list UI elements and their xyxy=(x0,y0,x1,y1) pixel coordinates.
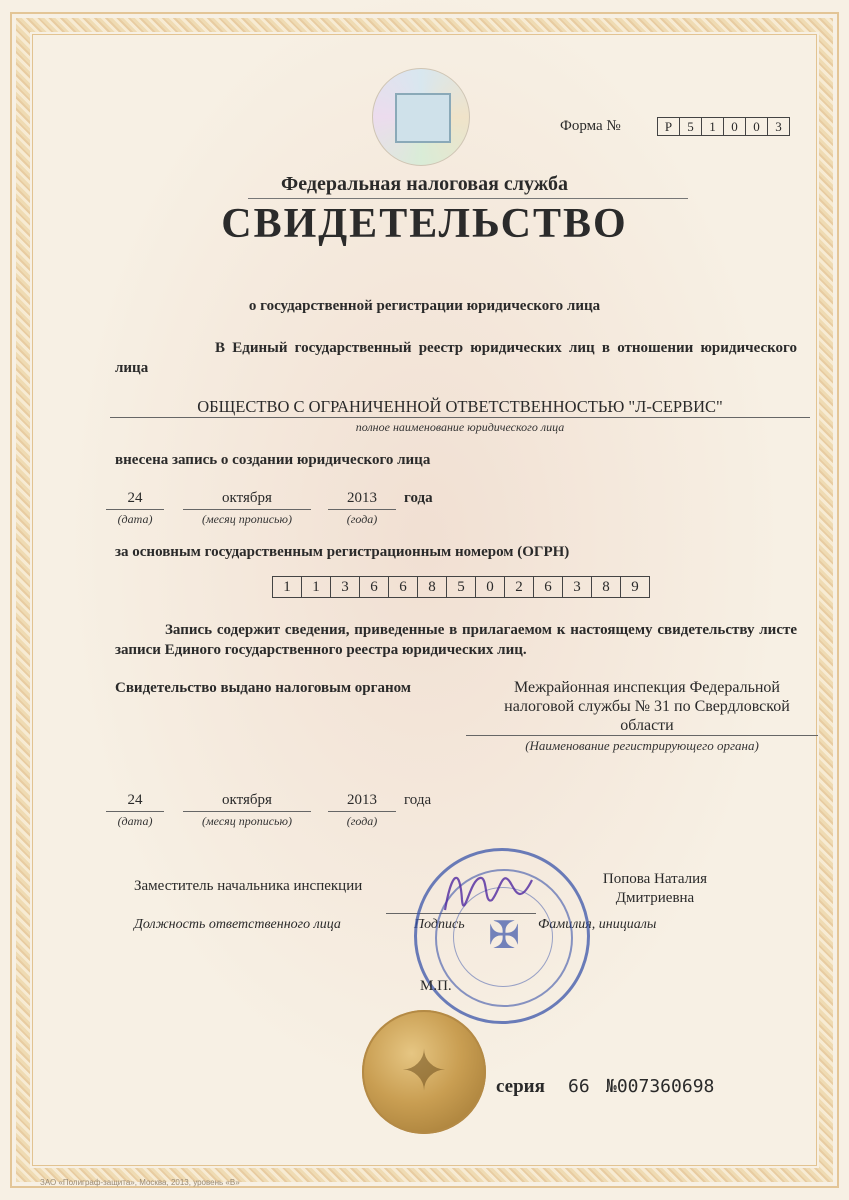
form-code-cell: 3 xyxy=(775,119,782,134)
position-caption: Должность ответственного лица xyxy=(134,917,341,932)
ogrn-label: за основным государственным регистрационным номером (ОГРН) xyxy=(115,544,570,560)
form-code-cell: 0 xyxy=(746,118,768,135)
issued-label: Свидетельство выдано налоговым органом xyxy=(115,680,412,696)
issue-month: октября xyxy=(222,792,272,808)
year-caption: (года) xyxy=(346,512,378,526)
agency-name: Федеральная налоговая служба xyxy=(281,173,568,195)
form-code xyxy=(657,117,790,136)
authority-line: налоговой службы № 31 по Свердловской xyxy=(504,698,790,715)
day-caption: (дата) xyxy=(117,512,153,526)
serial-series: 66 xyxy=(568,1076,590,1097)
issue-year: 2013 xyxy=(347,792,377,808)
date-line xyxy=(106,509,164,510)
ogrn-digit: 2 xyxy=(505,577,534,597)
day-caption: (дата) xyxy=(117,814,153,828)
authority-line-rule xyxy=(466,735,818,736)
month-caption: (месяц прописью) xyxy=(202,512,292,526)
ogrn-digit: 8 xyxy=(418,577,447,597)
form-code-cell: Р xyxy=(658,118,680,135)
seal-place-caption: М.П. xyxy=(420,978,452,994)
handwritten-signature-icon xyxy=(440,860,540,930)
year-caption: (года) xyxy=(346,814,378,828)
printer-footer: ЗАО «Полиграф-защита», Москва, 2013, уровень «В» xyxy=(40,1178,240,1187)
date-line xyxy=(183,509,311,510)
date-line xyxy=(106,811,164,812)
registration-day: 24 xyxy=(127,490,143,506)
form-code-cell: 5 xyxy=(680,118,702,135)
gold-seal-icon: ✦ xyxy=(362,1010,486,1134)
date-line xyxy=(328,509,396,510)
signatory-name xyxy=(590,870,720,908)
created-text: внесена запись о создании юридического лица xyxy=(115,452,431,468)
ogrn-digit: 8 xyxy=(592,577,621,597)
ogrn-digit: 1 xyxy=(273,577,302,597)
authority-caption: (Наименование регистрирующего органа) xyxy=(525,738,759,753)
organization-name-caption: полное наименование юридического лица xyxy=(355,420,565,434)
agency-underline xyxy=(248,198,688,199)
ogrn-digit: 5 xyxy=(447,577,476,597)
serial-label: серия xyxy=(496,1076,545,1097)
form-code-cell: 0 xyxy=(724,118,746,135)
ogrn-digit: 6 xyxy=(389,577,418,597)
registration-year: 2013 xyxy=(347,490,377,506)
registration-year-suffix: года xyxy=(404,490,433,506)
ogrn-digit: 3 xyxy=(563,577,592,597)
ogrn-digit: 1 xyxy=(302,577,331,597)
organization-name: ОБЩЕСТВО С ОГРАНИЧЕННОЙ ОТВЕТСТВЕННОСТЬЮ "Л-СЕРВИС" xyxy=(197,397,723,416)
issue-day: 24 xyxy=(127,792,143,808)
ogrn-digit: 0 xyxy=(476,577,505,597)
ogrn-number xyxy=(272,576,650,598)
ogrn-digit: 9 xyxy=(631,579,639,595)
authority-line: Межрайонная инспекция Федеральной xyxy=(514,679,780,696)
signature-caption: Подпись xyxy=(414,917,465,932)
date-line xyxy=(183,811,311,812)
date-line xyxy=(328,811,396,812)
ogrn-digit: 6 xyxy=(534,577,563,597)
organization-name-line xyxy=(110,417,810,418)
month-caption: (месяц прописью) xyxy=(202,814,292,828)
serial-number: №007360698 xyxy=(606,1076,715,1097)
form-label: Форма № xyxy=(560,118,621,134)
hologram-emblem-icon xyxy=(372,68,470,166)
issue-year-suffix: года xyxy=(404,792,432,808)
intro-text: В Единый государственный реестр юридических лиц в отношении юридического лица xyxy=(115,340,797,376)
name-caption: Фамилия, инициалы xyxy=(538,917,657,932)
official-stamp-icon: ✠ xyxy=(414,848,590,1024)
signatory-name-line: Дмитриевна xyxy=(615,890,695,906)
ogrn-digit: 6 xyxy=(360,577,389,597)
document-subtitle: о государственной регистрации юридического лица xyxy=(248,298,601,314)
signatory-name-line: Попова Наталия xyxy=(602,871,708,887)
document-title: СВИДЕТЕЛЬСТВО xyxy=(221,201,628,247)
ogrn-digit: 3 xyxy=(331,577,360,597)
form-code-cell: 1 xyxy=(702,118,724,135)
record-text: Запись содержит сведения, приведенные в прилагаемом к настоящему свидетельству листе записи Единого государственного реестра юридических лиц. xyxy=(115,622,797,658)
issuing-authority xyxy=(476,678,818,735)
signatory-position: Заместитель начальника инспекции xyxy=(134,878,363,894)
authority-line: области xyxy=(620,717,674,734)
registration-month: октября xyxy=(222,490,272,506)
